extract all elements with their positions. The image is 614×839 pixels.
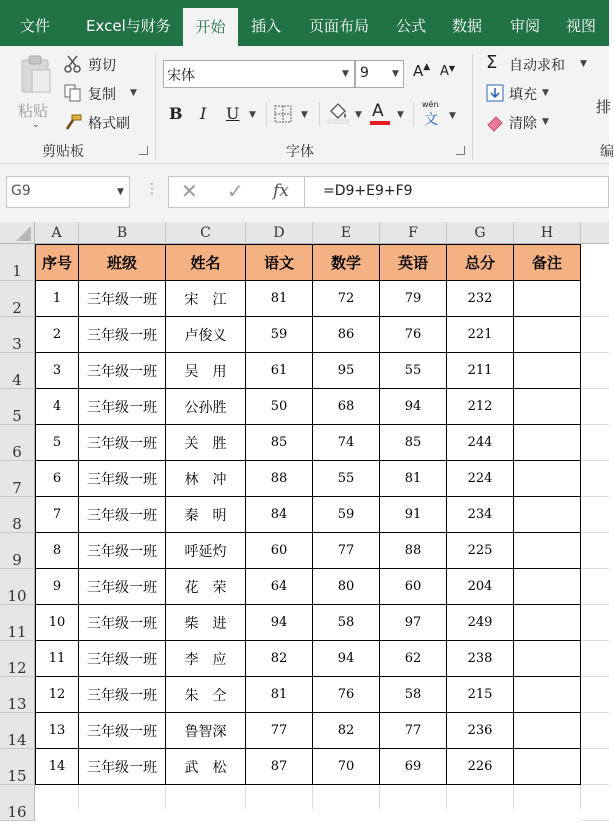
table-cell[interactable]: 60: [246, 533, 313, 569]
table-cell[interactable]: [514, 677, 581, 713]
header-cell[interactable]: 姓名: [166, 244, 246, 281]
chevron-down-icon: ▼: [397, 110, 404, 120]
column-header-b[interactable]: B: [79, 222, 166, 244]
fill-button[interactable]: [484, 83, 564, 105]
empty-cell[interactable]: [166, 785, 246, 809]
table-cell[interactable]: 72: [313, 281, 380, 317]
table-cell[interactable]: [514, 281, 581, 317]
clear-button[interactable]: [484, 112, 564, 134]
empty-cell[interactable]: [246, 785, 313, 809]
tab-view[interactable]: 视图: [566, 17, 597, 35]
row-header-15[interactable]: 15: [0, 749, 35, 785]
shrink-font-button[interactable]: A▼: [440, 64, 456, 79]
table-cell[interactable]: 74: [313, 425, 380, 461]
table-cell[interactable]: 60: [380, 569, 447, 605]
table-cell[interactable]: 三年级一班: [79, 713, 166, 749]
copy-button[interactable]: [64, 83, 144, 105]
row-header-4[interactable]: 4: [0, 353, 35, 389]
underline-dropdown-icon[interactable]: ▼: [249, 110, 256, 120]
table-cell[interactable]: 公孙胜: [166, 389, 246, 425]
empty-cell[interactable]: [581, 569, 609, 605]
table-cell[interactable]: [514, 569, 581, 605]
empty-cell[interactable]: [514, 785, 581, 809]
table-cell[interactable]: 13: [35, 713, 79, 749]
table-cell[interactable]: 2: [35, 317, 79, 353]
empty-cell[interactable]: [581, 281, 609, 317]
font-dialog-launcher-icon[interactable]: [456, 146, 465, 155]
table-cell[interactable]: 三年级一班: [79, 281, 166, 317]
empty-cell[interactable]: [581, 461, 609, 497]
column-header-f[interactable]: F: [380, 222, 447, 244]
table-cell[interactable]: 三年级一班: [79, 497, 166, 533]
table-cell[interactable]: 70: [313, 749, 380, 785]
table-cell[interactable]: 249: [447, 605, 514, 641]
table-cell[interactable]: 82: [313, 713, 380, 749]
table-cell[interactable]: 三年级一班: [79, 425, 166, 461]
empty-cell[interactable]: [581, 641, 609, 677]
font-group-label: 字体: [286, 144, 314, 160]
table-cell[interactable]: 77: [246, 713, 313, 749]
underline-button[interactable]: U: [226, 104, 240, 123]
copy-dropdown-icon: ▼: [130, 88, 137, 98]
table-cell[interactable]: 61: [246, 353, 313, 389]
eraser-icon: [486, 113, 504, 131]
font-name-value: 宋体: [167, 68, 195, 84]
table-cell[interactable]: 85: [380, 425, 447, 461]
row-header-9[interactable]: 9: [0, 533, 35, 569]
table-cell[interactable]: 1: [35, 281, 79, 317]
table-cell[interactable]: 69: [380, 749, 447, 785]
empty-cell[interactable]: [581, 425, 609, 461]
tab-file[interactable]: 文件: [20, 17, 51, 35]
format-painter-icon: [64, 113, 82, 131]
chevron-down-icon: ▼: [392, 69, 399, 79]
table-cell[interactable]: [514, 713, 581, 749]
header-cell[interactable]: 备注: [514, 244, 581, 281]
table-cell[interactable]: 68: [313, 389, 380, 425]
empty-cell[interactable]: [581, 497, 609, 533]
table-cell[interactable]: 武 松: [166, 749, 246, 785]
empty-cell[interactable]: [35, 785, 79, 809]
sort-filter-button[interactable]: 排: [596, 98, 612, 116]
clipboard-group-label: 剪贴板: [42, 144, 84, 160]
table-cell[interactable]: [514, 749, 581, 785]
formula-bar-buttons: [168, 176, 305, 208]
table-cell[interactable]: 5: [35, 425, 79, 461]
clipboard-dialog-launcher-icon[interactable]: [139, 146, 148, 155]
table-cell[interactable]: 86: [313, 317, 380, 353]
empty-cell[interactable]: [581, 785, 609, 821]
scissors-icon: [64, 55, 82, 73]
table-cell[interactable]: 215: [447, 677, 514, 713]
empty-cell[interactable]: [79, 785, 166, 809]
table-cell[interactable]: 81: [246, 281, 313, 317]
insert-function-icon[interactable]: fx: [273, 181, 289, 201]
empty-cell[interactable]: [581, 353, 609, 389]
font-size-select[interactable]: [355, 60, 404, 88]
row-header-13[interactable]: 13: [0, 677, 35, 713]
table-cell[interactable]: 朱 仝: [166, 677, 246, 713]
column-header-h[interactable]: H: [514, 222, 581, 244]
empty-cell[interactable]: [581, 749, 609, 785]
row-header-2[interactable]: 2: [0, 281, 35, 317]
table-cell[interactable]: [514, 605, 581, 641]
row-header-5[interactable]: 5: [0, 389, 35, 425]
table-cell[interactable]: 卢俊义: [166, 317, 246, 353]
font-size-value: 9: [360, 65, 369, 81]
table-cell[interactable]: [514, 533, 581, 569]
table-cell[interactable]: 76: [313, 677, 380, 713]
table-cell[interactable]: 204: [447, 569, 514, 605]
table-cell[interactable]: 花 荣: [166, 569, 246, 605]
table-cell[interactable]: 64: [246, 569, 313, 605]
table-cell[interactable]: 三年级一班: [79, 461, 166, 497]
name-box[interactable]: [6, 176, 130, 208]
cancel-icon[interactable]: ✕: [181, 179, 198, 203]
chevron-down-icon: ▼: [117, 187, 124, 197]
enter-icon[interactable]: ✓: [227, 179, 244, 203]
empty-cell[interactable]: [581, 605, 609, 641]
paste-icon: [16, 54, 56, 96]
formula-text: =D9+E9+F9: [323, 183, 413, 199]
row-header-7[interactable]: 7: [0, 461, 35, 497]
table-cell[interactable]: 76: [380, 317, 447, 353]
table-cell[interactable]: 三年级一班: [79, 317, 166, 353]
format-painter-button[interactable]: [64, 112, 144, 134]
header-cell[interactable]: 班级: [79, 244, 166, 281]
table-cell[interactable]: 77: [380, 713, 447, 749]
table-cell[interactable]: 87: [246, 749, 313, 785]
italic-button[interactable]: I: [200, 104, 207, 123]
bold-button[interactable]: B: [169, 104, 183, 123]
column-header-c[interactable]: C: [166, 222, 246, 244]
table-cell[interactable]: 三年级一班: [79, 677, 166, 713]
row-header-6[interactable]: 6: [0, 425, 35, 461]
table-cell[interactable]: 11: [35, 641, 79, 677]
table-cell[interactable]: 81: [246, 677, 313, 713]
table-cell[interactable]: 94: [246, 605, 313, 641]
column-header-a[interactable]: A: [35, 222, 79, 244]
table-cell[interactable]: 8: [35, 533, 79, 569]
tab-insert[interactable]: 插入: [251, 17, 282, 35]
table-cell[interactable]: 59: [313, 497, 380, 533]
table-cell[interactable]: 224: [447, 461, 514, 497]
separator: [266, 102, 267, 126]
table-cell[interactable]: [514, 353, 581, 389]
phonetic-button[interactable]: [420, 100, 460, 128]
table-cell[interactable]: 82: [246, 641, 313, 677]
shrink-font-icon: A: [440, 64, 449, 79]
table-cell[interactable]: 238: [447, 641, 514, 677]
table-cell[interactable]: 221: [447, 317, 514, 353]
table-cell[interactable]: 88: [246, 461, 313, 497]
table-cell[interactable]: 李 应: [166, 641, 246, 677]
tab-excel-finance[interactable]: Excel与财务: [86, 17, 171, 35]
table-cell[interactable]: 14: [35, 749, 79, 785]
table-cell[interactable]: 三年级一班: [79, 749, 166, 785]
worksheet-grid: [0, 222, 609, 821]
table-cell[interactable]: 81: [380, 461, 447, 497]
tab-data[interactable]: 数据: [452, 17, 483, 35]
table-cell[interactable]: 6: [35, 461, 79, 497]
empty-cell[interactable]: [447, 785, 514, 809]
table-cell[interactable]: 3: [35, 353, 79, 389]
table-cell[interactable]: 三年级一班: [79, 605, 166, 641]
table-cell[interactable]: [514, 425, 581, 461]
sigma-icon: Σ: [486, 52, 498, 73]
table-cell[interactable]: 85: [246, 425, 313, 461]
format-painter-label: 格式刷: [88, 116, 130, 132]
tab-page-layout[interactable]: 页面布局: [309, 17, 370, 35]
table-cell[interactable]: 12: [35, 677, 79, 713]
table-cell[interactable]: 10: [35, 605, 79, 641]
header-cell[interactable]: 英语: [380, 244, 447, 281]
column-header-e[interactable]: E: [313, 222, 380, 244]
separator: [413, 102, 414, 126]
row-header-1[interactable]: 1: [0, 244, 35, 281]
empty-cell[interactable]: [581, 533, 609, 569]
row-header-12[interactable]: 12: [0, 641, 35, 677]
row-header-16[interactable]: 16: [0, 785, 35, 821]
editing-group-label: 编: [600, 144, 614, 160]
table-cell[interactable]: 212: [447, 389, 514, 425]
table-cell[interactable]: 226: [447, 749, 514, 785]
table-cell[interactable]: 58: [380, 677, 447, 713]
row-header-11[interactable]: 11: [0, 605, 35, 641]
empty-cell[interactable]: [581, 677, 609, 713]
fill-down-icon: [486, 84, 504, 102]
table-cell[interactable]: 59: [246, 317, 313, 353]
name-box-value: G9: [11, 183, 31, 199]
table-cell[interactable]: [514, 389, 581, 425]
chevron-down-icon: ▼: [580, 59, 587, 69]
table-cell[interactable]: 97: [380, 605, 447, 641]
table-cell[interactable]: [514, 641, 581, 677]
select-all-corner[interactable]: [0, 222, 35, 244]
copy-icon: [64, 84, 82, 102]
table-cell[interactable]: 225: [447, 533, 514, 569]
formula-bar: [0, 164, 609, 222]
table-cell[interactable]: 关 胜: [166, 425, 246, 461]
cut-button[interactable]: [64, 54, 134, 76]
clear-label: 清除: [509, 116, 537, 132]
table-cell[interactable]: 吴 用: [166, 353, 246, 389]
table-cell[interactable]: 三年级一班: [79, 533, 166, 569]
header-cell[interactable]: 数学: [313, 244, 380, 281]
column-header-g[interactable]: G: [447, 222, 514, 244]
header-cell[interactable]: 总分: [447, 244, 514, 281]
table-cell[interactable]: 9: [35, 569, 79, 605]
cut-label: 剪切: [88, 58, 116, 74]
paste-label: 粘贴: [18, 102, 49, 120]
table-cell[interactable]: 91: [380, 497, 447, 533]
table-cell[interactable]: [514, 317, 581, 353]
font-name-select[interactable]: [163, 60, 355, 88]
table-cell[interactable]: 三年级一班: [79, 641, 166, 677]
select-all-triangle-icon: [0, 222, 35, 244]
chevron-down-icon: ▼: [542, 88, 549, 98]
group-separator: [472, 54, 473, 160]
ribbon-tab-bar: [0, 0, 609, 46]
table-cell[interactable]: 95: [313, 353, 380, 389]
tab-review[interactable]: 审阅: [510, 17, 541, 35]
row-header-8[interactable]: 8: [0, 497, 35, 533]
empty-cell[interactable]: [581, 713, 609, 749]
table-cell[interactable]: 林 冲: [166, 461, 246, 497]
table-cell[interactable]: [514, 461, 581, 497]
formula-bar-grip-icon: ⋮: [145, 181, 158, 197]
paint-bucket-icon: [327, 101, 349, 123]
table-cell[interactable]: 94: [313, 641, 380, 677]
copy-label: 复制: [88, 87, 116, 103]
table-cell[interactable]: 244: [447, 425, 514, 461]
chevron-down-icon: ▼: [355, 110, 362, 120]
table-cell[interactable]: 三年级一班: [79, 569, 166, 605]
table-cell[interactable]: 84: [246, 497, 313, 533]
font-color-swatch: [370, 121, 390, 125]
table-cell[interactable]: 79: [380, 281, 447, 317]
font-color-icon: A: [372, 101, 384, 121]
row-header-3[interactable]: 3: [0, 317, 35, 353]
table-cell[interactable]: 55: [313, 461, 380, 497]
fill-label: 填充: [509, 87, 537, 103]
autosum-label: 自动求和: [509, 58, 565, 74]
table-cell[interactable]: 秦 明: [166, 497, 246, 533]
paste-button[interactable]: [12, 52, 58, 132]
phonetic-pinyin: wén: [422, 100, 439, 109]
grow-font-icon: A: [413, 62, 424, 80]
formula-input[interactable]: [304, 176, 609, 208]
table-cell[interactable]: 94: [380, 389, 447, 425]
autosum-button[interactable]: [484, 54, 594, 76]
header-cell[interactable]: 序号: [35, 244, 79, 281]
tab-formulas[interactable]: 公式: [396, 17, 427, 35]
table-cell[interactable]: 鲁智深: [166, 713, 246, 749]
chevron-down-icon: ▼: [301, 110, 308, 120]
table-cell[interactable]: 236: [447, 713, 514, 749]
grow-font-button[interactable]: A▲: [413, 62, 431, 80]
table-cell[interactable]: 三年级一班: [79, 353, 166, 389]
borders-button[interactable]: [274, 104, 312, 126]
table-cell[interactable]: 211: [447, 353, 514, 389]
table-cell[interactable]: 77: [313, 533, 380, 569]
paste-dropdown-icon: ⌄: [32, 120, 40, 130]
table-cell[interactable]: 4: [35, 389, 79, 425]
chevron-down-icon: ▼: [542, 117, 549, 127]
font-color-button[interactable]: [370, 101, 408, 127]
table-cell[interactable]: 7: [35, 497, 79, 533]
table-cell[interactable]: 50: [246, 389, 313, 425]
phonetic-icon: 文: [424, 112, 438, 128]
empty-cell[interactable]: [581, 317, 609, 353]
table-cell[interactable]: 80: [313, 569, 380, 605]
table-cell[interactable]: 三年级一班: [79, 389, 166, 425]
column-header-i[interactable]: [581, 222, 609, 244]
header-cell[interactable]: 语文: [246, 244, 313, 281]
separator: [319, 102, 320, 126]
table-cell[interactable]: 62: [380, 641, 447, 677]
chevron-down-icon: ▼: [342, 69, 349, 79]
group-separator: [155, 54, 156, 160]
borders-icon: [274, 105, 292, 123]
empty-cell[interactable]: [581, 389, 609, 425]
tab-home[interactable]: 开始: [183, 8, 238, 46]
empty-cell[interactable]: [313, 785, 380, 809]
fill-color-button[interactable]: [327, 101, 365, 127]
empty-cell[interactable]: [380, 785, 447, 809]
table-cell[interactable]: 234: [447, 497, 514, 533]
row-header-14[interactable]: 14: [0, 713, 35, 749]
table-cell[interactable]: 55: [380, 353, 447, 389]
table-cell[interactable]: 柴 进: [166, 605, 246, 641]
table-cell[interactable]: 宋 江: [166, 281, 246, 317]
table-cell[interactable]: [514, 497, 581, 533]
column-header-d[interactable]: D: [246, 222, 313, 244]
table-cell[interactable]: 232: [447, 281, 514, 317]
table-cell[interactable]: 58: [313, 605, 380, 641]
row-header-10[interactable]: 10: [0, 569, 35, 605]
ribbon-home: [0, 46, 614, 164]
table-cell[interactable]: 呼延灼: [166, 533, 246, 569]
table-cell[interactable]: 88: [380, 533, 447, 569]
chevron-down-icon: ▼: [449, 111, 456, 121]
